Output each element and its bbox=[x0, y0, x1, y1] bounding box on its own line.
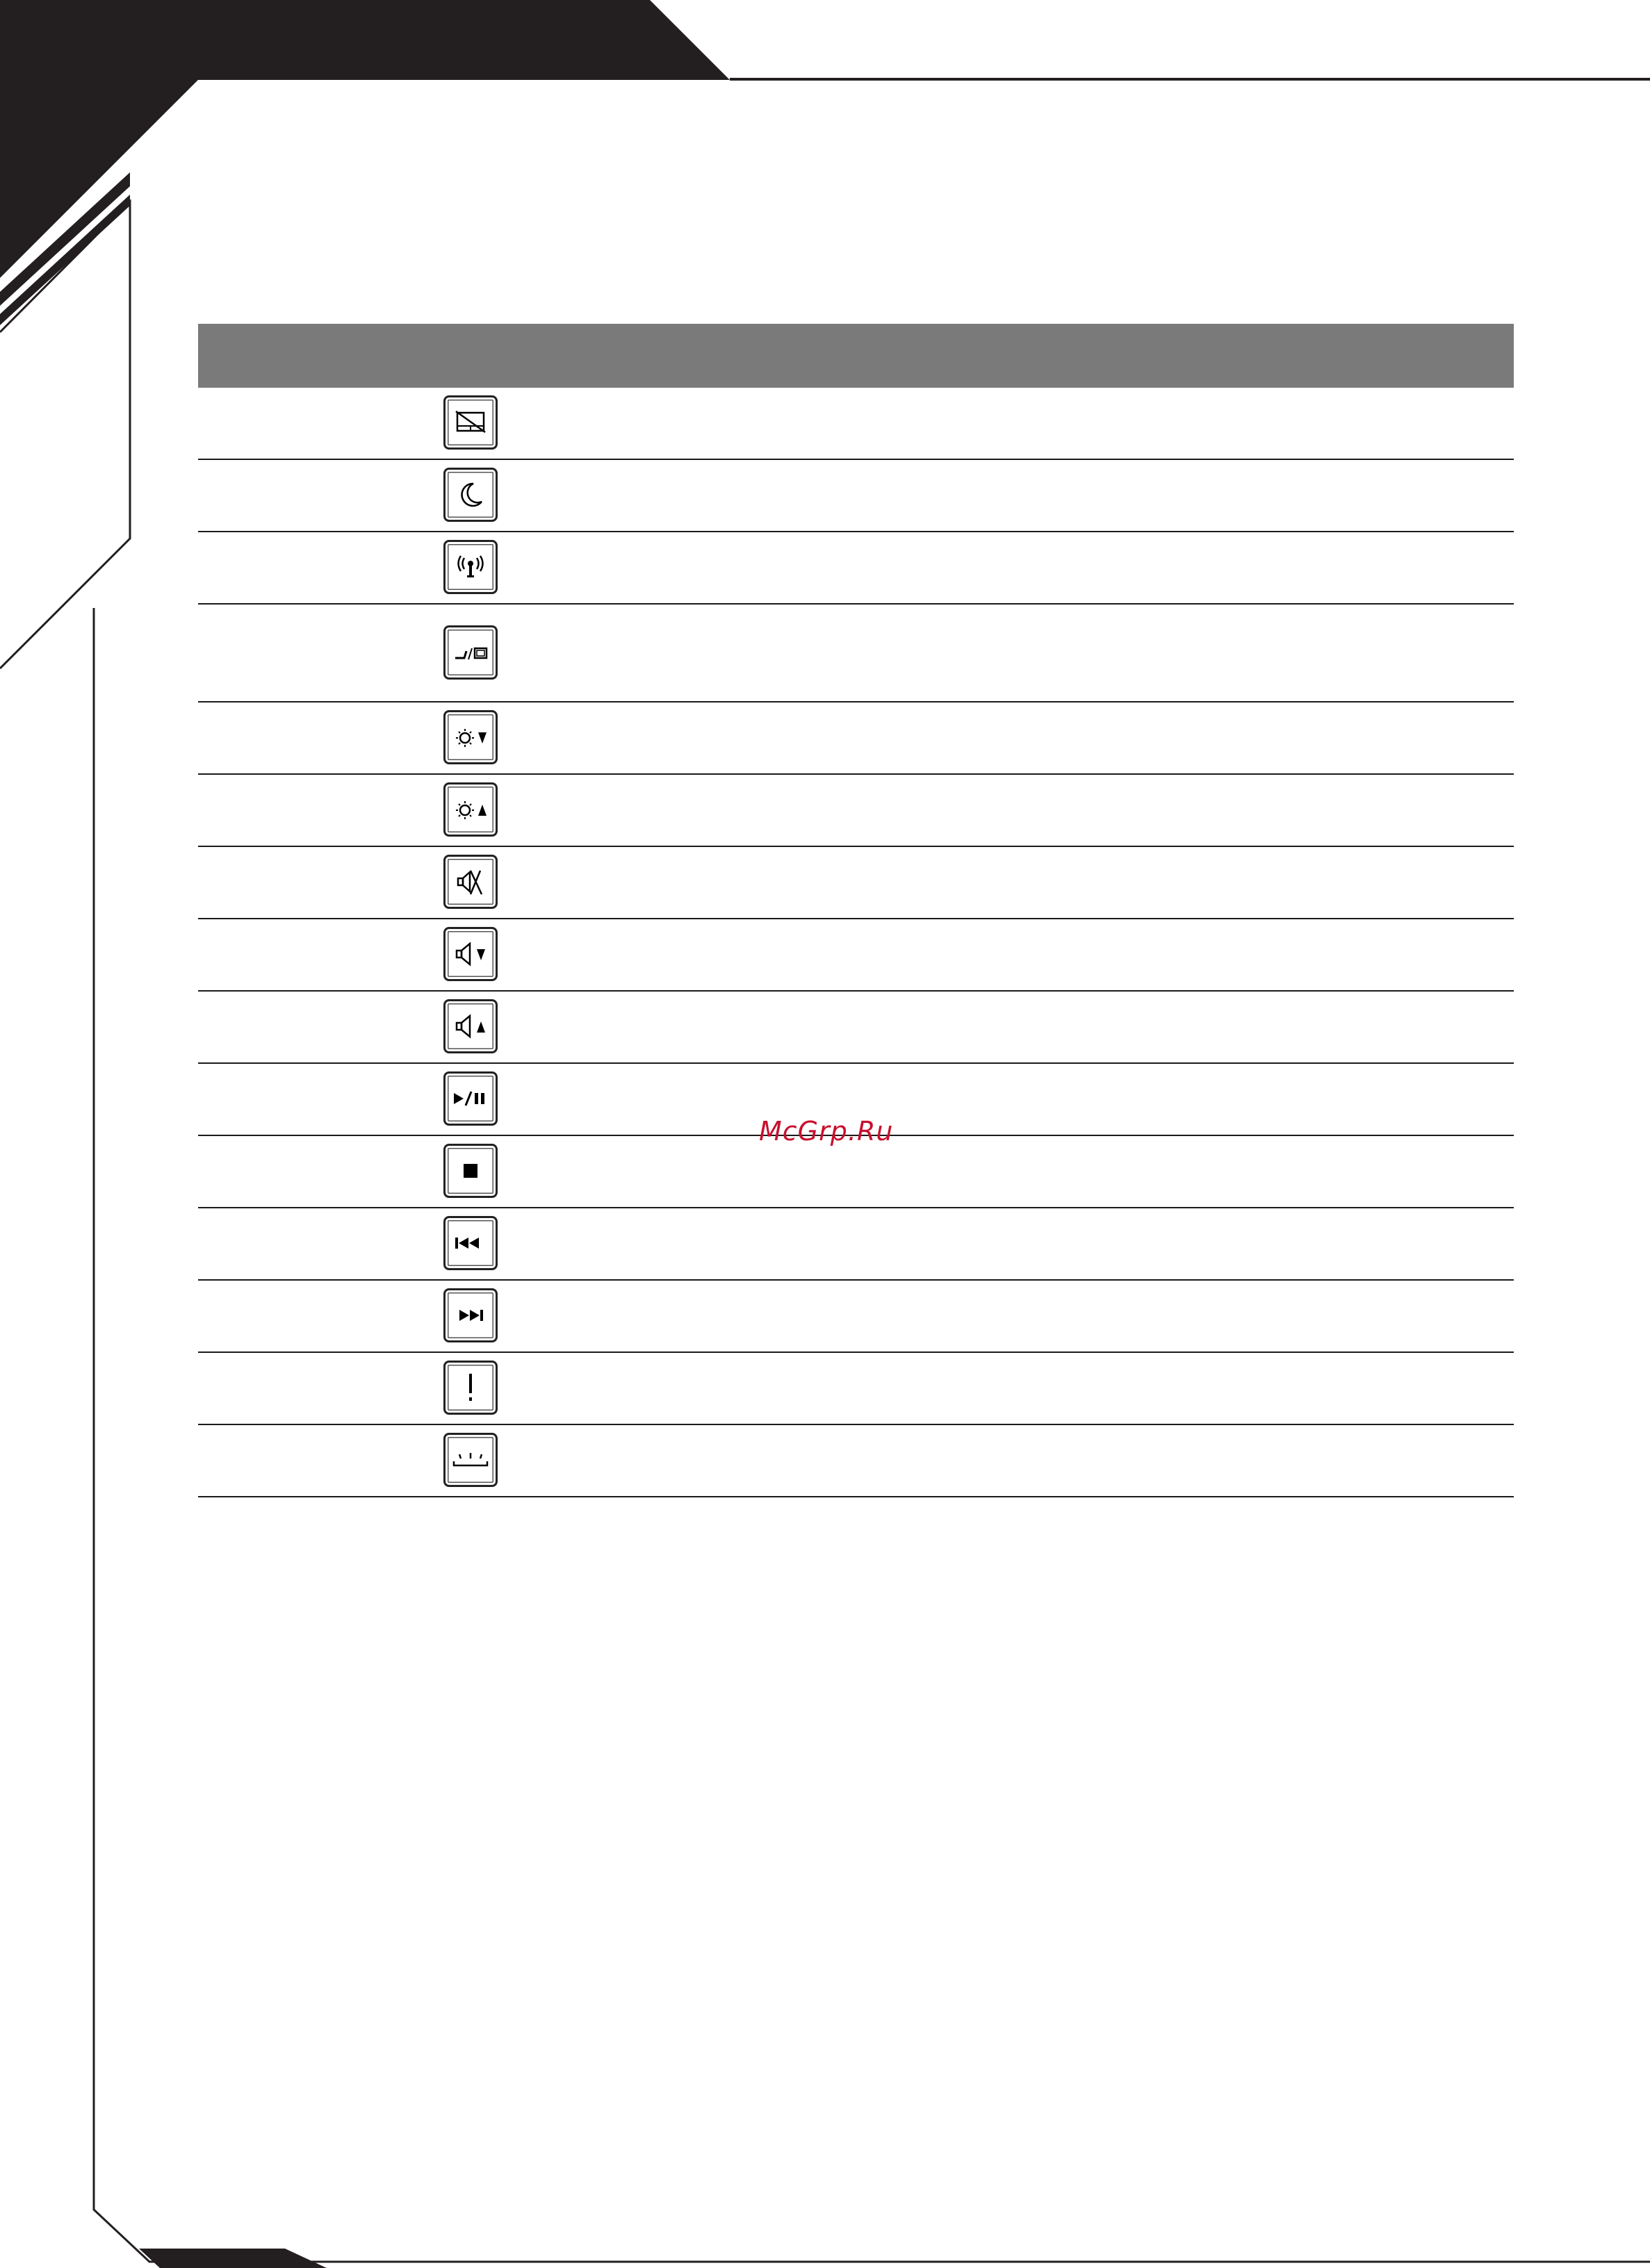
corner-block-top bbox=[0, 0, 730, 278]
volume-down-icon bbox=[446, 929, 496, 979]
key-cap bbox=[443, 1361, 498, 1415]
watermark-text: McGrp.Ru bbox=[759, 1116, 894, 1147]
key-cap bbox=[443, 1144, 498, 1198]
table-row bbox=[198, 1425, 1514, 1497]
table-row bbox=[198, 919, 1514, 992]
brightness-up-icon bbox=[446, 784, 496, 835]
table-row bbox=[198, 702, 1514, 775]
sleep-moon-icon bbox=[446, 470, 496, 520]
key-cap bbox=[443, 1071, 498, 1126]
table-row bbox=[198, 775, 1514, 847]
table-row bbox=[198, 388, 1514, 460]
key-cap bbox=[443, 395, 498, 450]
play-pause-icon bbox=[446, 1074, 496, 1124]
table-header bbox=[198, 324, 1514, 388]
brightness-down-icon bbox=[446, 712, 496, 762]
key-cap bbox=[443, 782, 498, 837]
table-row bbox=[198, 532, 1514, 605]
previous-track-icon bbox=[446, 1218, 496, 1268]
table-row bbox=[198, 605, 1514, 702]
key-cap bbox=[443, 625, 498, 680]
key-cap bbox=[443, 1216, 498, 1270]
exclamation-icon bbox=[446, 1363, 496, 1413]
stop-icon bbox=[446, 1146, 496, 1196]
table-row bbox=[198, 1353, 1514, 1425]
table-row bbox=[198, 847, 1514, 919]
display-switch-icon bbox=[446, 627, 496, 677]
table-row bbox=[198, 992, 1514, 1064]
key-cap bbox=[443, 1433, 498, 1487]
key-cap bbox=[443, 710, 498, 764]
table-row bbox=[198, 1208, 1514, 1281]
table-row bbox=[198, 1136, 1514, 1208]
key-cap bbox=[443, 855, 498, 909]
key-cap bbox=[443, 927, 498, 981]
table-row bbox=[198, 460, 1514, 532]
table-row bbox=[198, 1281, 1514, 1353]
next-track-icon bbox=[446, 1290, 496, 1340]
key-cap bbox=[443, 468, 498, 522]
key-cap bbox=[443, 1288, 498, 1342]
key-cap bbox=[443, 540, 498, 594]
volume-up-icon bbox=[446, 1001, 496, 1051]
left-tab-outline bbox=[0, 202, 130, 668]
function-key-table bbox=[198, 324, 1514, 1497]
keyboard-backlight-icon bbox=[446, 1435, 496, 1485]
wireless-antenna-icon bbox=[446, 542, 496, 592]
mute-icon bbox=[446, 857, 496, 907]
touchpad-disable-icon bbox=[446, 397, 496, 447]
key-cap bbox=[443, 999, 498, 1053]
corner-block-bottom bbox=[139, 2249, 327, 2268]
